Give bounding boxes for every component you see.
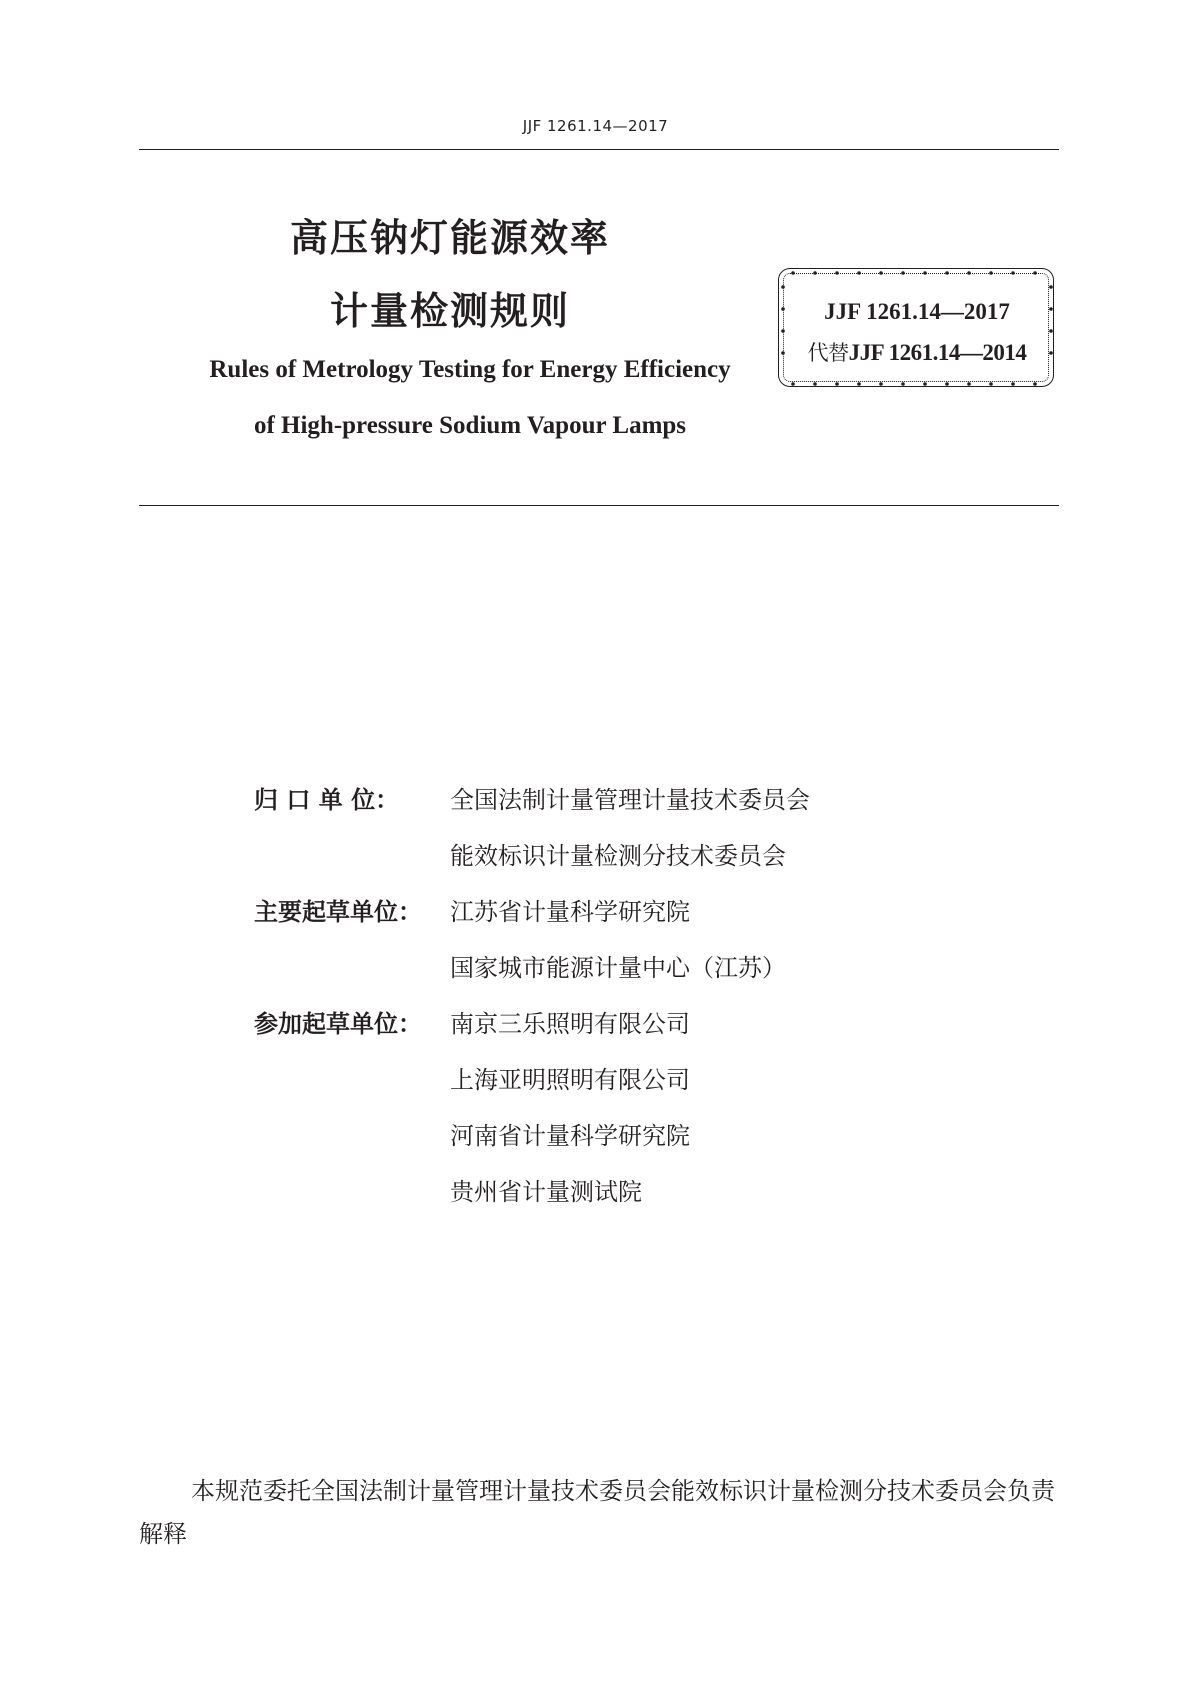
unit-row <box>254 948 810 1004</box>
title-divider <box>139 505 1059 506</box>
unit-value: 上海亚明照明有限公司 <box>450 1066 690 1094</box>
replaces-line <box>779 337 1055 367</box>
unit-row <box>254 1116 810 1172</box>
units-section <box>254 780 810 1228</box>
unit-value: 能效标识计量检测分技术委员会 <box>450 842 786 870</box>
unit-value: 全国法制计量管理计量技术委员会 <box>450 786 810 814</box>
unit-value: 河南省计量科学研究院 <box>450 1122 690 1150</box>
unit-value: 贵州省计量测试院 <box>450 1178 642 1206</box>
unit-row <box>254 1172 810 1228</box>
title-chinese-line-2: 计量检测规则 <box>329 289 570 333</box>
standard-code-box <box>778 268 1054 387</box>
interpretation-note: 本规范委托全国法制计量管理计量技术委员会能效标识计量检测分技术委员会负责解释 <box>139 1477 1055 1548</box>
unit-value: 江苏省计量科学研究院 <box>450 898 690 926</box>
unit-label-main-drafting: 主要起草单位： <box>254 898 422 926</box>
decorative-border-icon <box>779 269 1055 388</box>
replaced-standard-code: JJF 1261.14—2014 <box>848 340 1027 365</box>
unit-label-responsible: 归 口 单 位： <box>254 786 400 814</box>
unit-value: 国家城市能源计量中心（江苏） <box>450 954 786 982</box>
unit-row <box>254 836 810 892</box>
title-english-line-2: of High-pressure Sodium Vapour Lamps <box>253 412 687 439</box>
header-standard-code: JJF 1261.14—2017 <box>522 117 669 135</box>
unit-label-participating-drafting: 参加起草单位： <box>254 1010 422 1038</box>
replaces-prefix: 代替 <box>807 341 849 365</box>
title-chinese-line-1: 高压钠灯能源效率 <box>289 216 610 260</box>
title-english-line-1: Rules of Metrology Testing for Energy Efficiency <box>209 356 731 383</box>
unit-value: 南京三乐照明有限公司 <box>450 1010 690 1038</box>
unit-row <box>254 892 810 948</box>
unit-row <box>254 1004 810 1060</box>
unit-row <box>254 1060 810 1116</box>
header-divider <box>139 149 1059 150</box>
standard-code: JJF 1261.14—2017 <box>824 299 1010 324</box>
unit-row <box>254 780 810 836</box>
